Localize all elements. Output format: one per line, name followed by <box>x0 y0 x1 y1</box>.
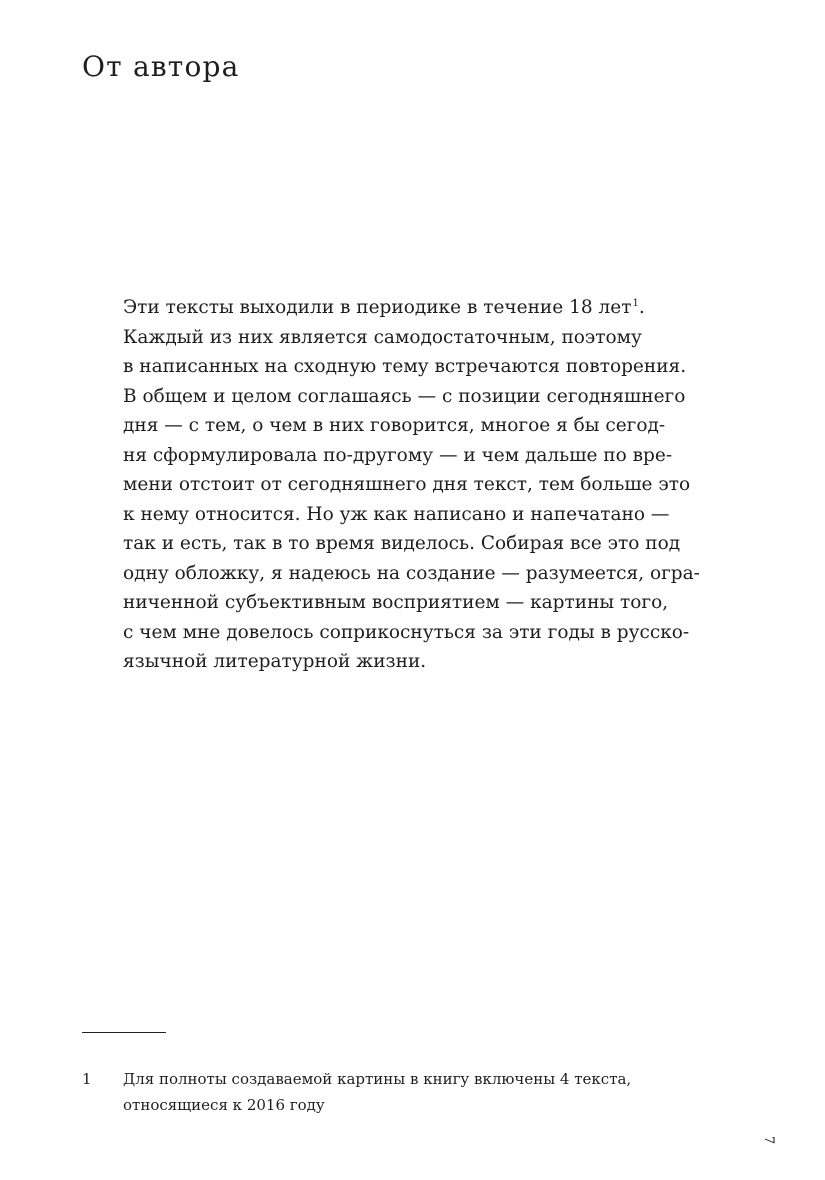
body-line <box>123 293 723 323</box>
body-line-text: Эти тексты выходили в периодике в течение 18 лет <box>123 297 632 318</box>
footnote-reference[interactable]: 1 <box>632 298 639 309</box>
page-number: 7 <box>761 1135 776 1145</box>
footnote-text <box>123 1066 683 1118</box>
body-line: с чем мне довелось соприкоснуться за эти годы в русско- <box>123 621 690 643</box>
body-line: дня — с тем, о чем в них говорится, многое я бы сегод- <box>123 415 666 436</box>
body-line: к нему относится. Но уж как написано и напечатано — <box>123 503 670 525</box>
body-text <box>123 293 723 677</box>
body-line: В общем и целом соглашаясь — с позиции сегодняшнего <box>123 385 686 407</box>
footnote-line: Для полноты создаваемой картины в книгу включены 4 текста, <box>123 1070 632 1088</box>
body-line: ниченной субъективным восприятием — картины того, <box>123 592 669 613</box>
body-line: мени отстоит от сегодняшнего дня текст, тем больше это <box>123 474 691 495</box>
body-line: так и есть, так в то время виделось. Собирая все это под <box>123 533 681 554</box>
footnote-number: 1 <box>82 1070 92 1088</box>
sentence-period: . <box>638 297 645 318</box>
body-line: язычной литературной жизни. <box>123 651 427 672</box>
page-title: От автора <box>82 50 240 83</box>
footnote-divider <box>82 1032 166 1033</box>
body-line: Каждый из них является самодостаточным, поэтому <box>123 326 642 348</box>
body-line: в написанных на сходную тему встречаются повторения. <box>123 356 687 377</box>
footnote-line: относящиеся к 2016 году <box>123 1096 325 1114</box>
body-line: ня сформулировала по-другому — и чем дальше по вре- <box>123 444 673 466</box>
body-line: одну обложку, я надеюсь на создание — разумеется, огра- <box>123 562 700 584</box>
